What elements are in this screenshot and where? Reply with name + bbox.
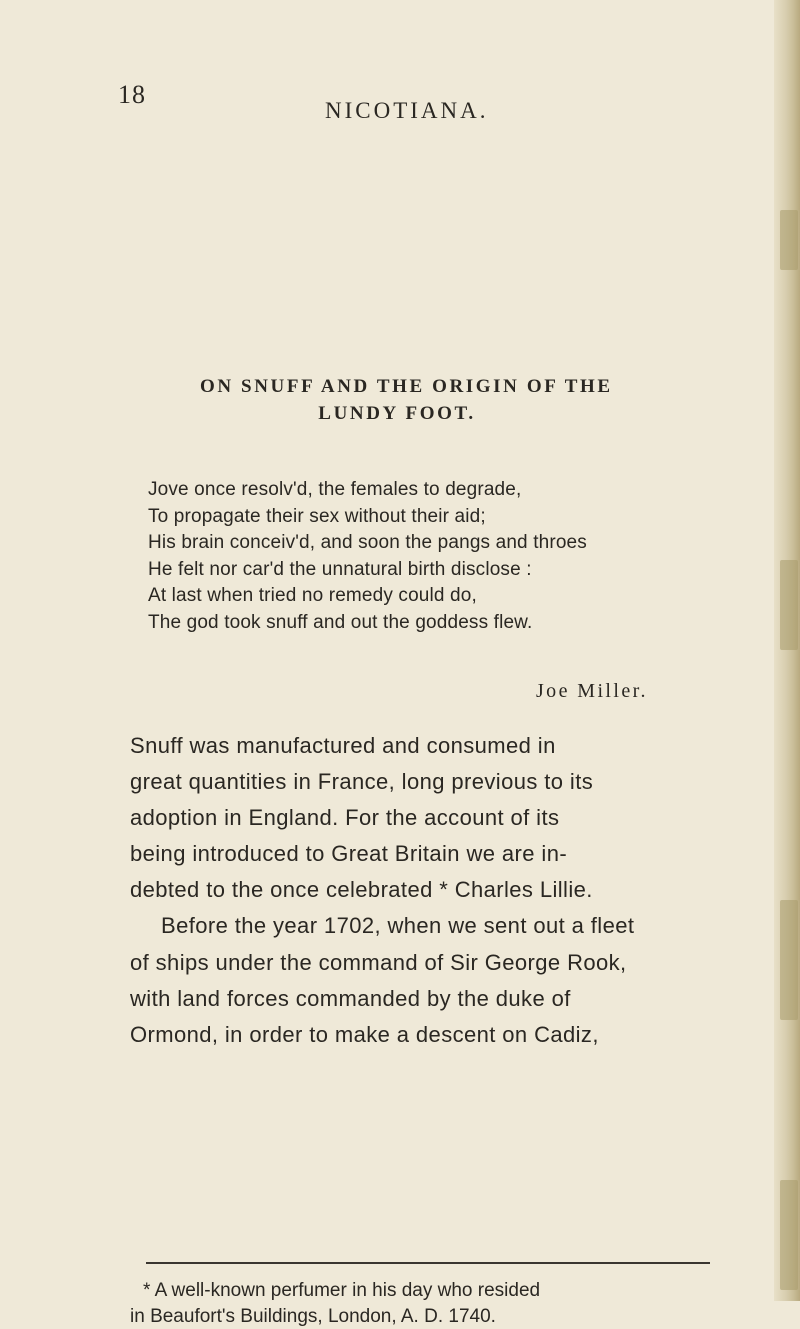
footnote-line: in Beaufort's Buildings, London, A. D. 1740. bbox=[130, 1304, 540, 1329]
poem-line: The god took snuff and out the goddess flew. bbox=[148, 610, 587, 637]
poem-title-line: LUNDY FOOT. bbox=[200, 400, 594, 427]
page-edge bbox=[774, 0, 800, 1301]
poem-title-line: ON SNUFF AND THE ORIGIN OF THE bbox=[200, 373, 594, 400]
poem-line: His brain conceiv'd, and soon the pangs and throes bbox=[148, 530, 587, 557]
footnote-rule bbox=[146, 1262, 710, 1264]
body-line: being introduced to Great Britain we are in- bbox=[130, 836, 708, 872]
poem-line: At last when tried no remedy could do, bbox=[148, 583, 587, 610]
body-line: Ormond, in order to make a descent on Cadiz, bbox=[130, 1017, 708, 1053]
footnote bbox=[130, 1278, 540, 1329]
body-line: with land forces commanded by the duke of bbox=[130, 981, 708, 1017]
body-line: great quantities in France, long previous to its bbox=[130, 764, 708, 800]
page-edge-mark bbox=[780, 1180, 798, 1290]
page-edge-mark bbox=[780, 560, 798, 650]
poem-attribution: Joe Miller. bbox=[536, 680, 648, 703]
page-edge-mark bbox=[780, 900, 798, 1020]
poem-title bbox=[200, 373, 594, 427]
body-line: of ships under the command of Sir George Rook, bbox=[130, 945, 708, 981]
body-line: debted to the once celebrated * Charles Lillie. bbox=[130, 872, 708, 908]
poem-line: To propagate their sex without their aid; bbox=[148, 504, 587, 531]
body-line: adoption in England. For the account of its bbox=[130, 800, 708, 836]
poem-line: He felt nor car'd the unnatural birth disclose : bbox=[148, 557, 587, 584]
page-edge-mark bbox=[780, 210, 798, 270]
page-number: 18 bbox=[118, 80, 146, 110]
footnote-line: * A well-known perfumer in his day who resided bbox=[130, 1278, 540, 1304]
body-line: Snuff was manufactured and consumed in bbox=[130, 728, 708, 764]
running-head: NICOTIANA. bbox=[325, 98, 489, 124]
poem-line: Jove once resolv'd, the females to degrade, bbox=[148, 477, 587, 504]
body-text bbox=[130, 728, 708, 1053]
body-line: Before the year 1702, when we sent out a fleet bbox=[130, 908, 708, 944]
poem bbox=[148, 477, 587, 637]
